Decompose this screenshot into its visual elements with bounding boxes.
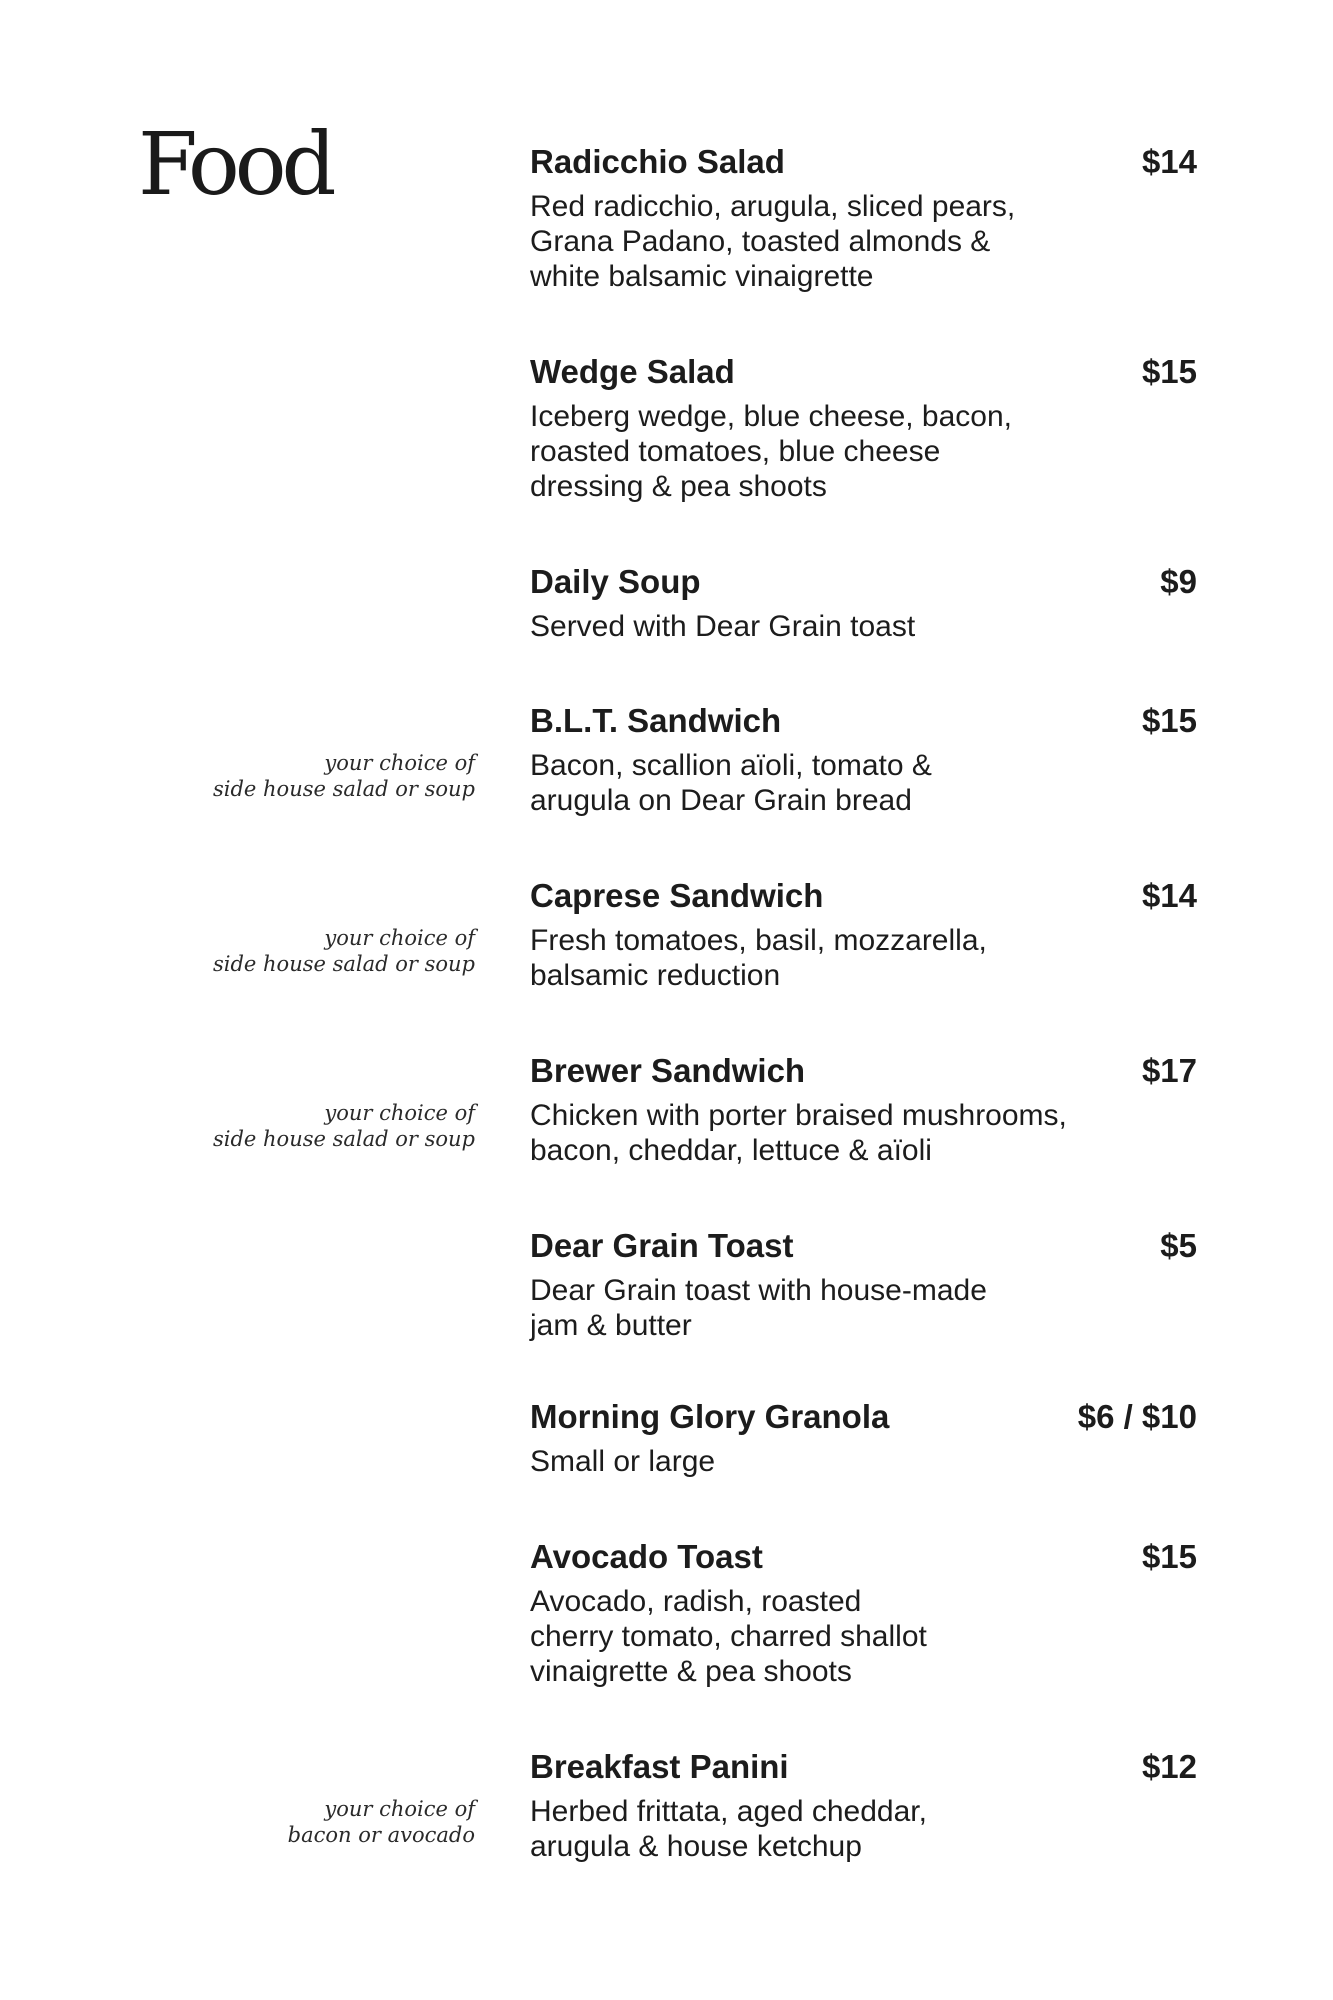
item-name: Caprese Sandwich	[530, 877, 824, 914]
side-note-line: side house salad or soup	[212, 777, 475, 801]
item-price: $6 / $10	[1077, 1398, 1197, 1435]
item-name: B.L.T. Sandwich	[530, 702, 782, 739]
side-note-line: side house salad or soup	[212, 1127, 475, 1151]
menu-title: Food	[138, 115, 332, 215]
item-description-line: arugula & house ketchup	[530, 1830, 862, 1863]
side-note	[213, 925, 475, 977]
item-description	[530, 609, 1110, 644]
item-description-line: Iceberg wedge, blue cheese, bacon,	[530, 400, 1013, 433]
item-name: Morning Glory Granola	[530, 1398, 890, 1435]
item-description	[530, 1444, 1110, 1479]
item-price: $12	[1141, 1748, 1197, 1785]
item-description	[530, 748, 1110, 818]
item-description-line: jam & butter	[530, 1309, 692, 1342]
side-note-line: bacon or avocado	[287, 1823, 475, 1847]
item-name: Brewer Sandwich	[530, 1052, 806, 1089]
item-description-line: dressing & pea shoots	[530, 470, 827, 503]
item-description-line: cherry tomato, charred shallot	[530, 1620, 927, 1653]
item-name: Dear Grain Toast	[530, 1227, 794, 1264]
item-name: Wedge Salad	[530, 353, 735, 390]
item-description-line: Dear Grain toast with house-made	[530, 1274, 987, 1307]
item-description-line: Served with Dear Grain toast	[530, 610, 916, 643]
item-description-line: bacon, cheddar, lettuce & aïoli	[530, 1134, 932, 1167]
side-note-line: your choice of	[324, 926, 475, 950]
item-price: $5	[1160, 1227, 1197, 1264]
side-note-line: your choice of	[324, 1101, 475, 1125]
item-description-line: Herbed frittata, aged cheddar,	[530, 1795, 927, 1828]
item-description-line: Fresh tomatoes, basil, mozzarella,	[530, 924, 987, 957]
item-name: Breakfast Panini	[530, 1748, 789, 1785]
item-description-line: white balsamic vinaigrette	[530, 260, 874, 293]
item-description-line: Avocado, radish, roasted	[530, 1585, 862, 1618]
item-name: Radicchio Salad	[530, 143, 785, 180]
item-price: $14	[1141, 877, 1197, 914]
item-name: Daily Soup	[530, 563, 701, 600]
item-price: $15	[1141, 1538, 1197, 1575]
item-description	[530, 189, 1110, 294]
item-description-line: vinaigrette & pea shoots	[530, 1655, 852, 1688]
item-price: $9	[1160, 563, 1197, 600]
item-price: $14	[1141, 143, 1197, 180]
item-description-line: balsamic reduction	[530, 959, 781, 992]
item-description-line: Small or large	[530, 1445, 716, 1478]
item-price: $15	[1141, 702, 1197, 739]
side-note	[213, 1100, 475, 1152]
item-description-line: Grana Padano, toasted almonds &	[530, 225, 991, 258]
item-price: $15	[1141, 353, 1197, 390]
side-note	[288, 1796, 475, 1848]
item-description	[530, 1584, 1110, 1689]
item-description	[530, 399, 1110, 504]
item-description-line: roasted tomatoes, blue cheese	[530, 435, 941, 468]
item-description-line: Red radicchio, arugula, sliced pears,	[530, 190, 1016, 223]
side-note-line: side house salad or soup	[212, 952, 475, 976]
side-note-line: your choice of	[324, 1797, 475, 1821]
item-description-line: Chicken with porter braised mushrooms,	[530, 1099, 1067, 1132]
item-description	[530, 1273, 1110, 1343]
item-name: Avocado Toast	[530, 1538, 763, 1575]
item-price: $17	[1141, 1052, 1197, 1089]
item-description	[530, 1794, 1110, 1864]
item-description-line: Bacon, scallion aïoli, tomato &	[530, 749, 932, 782]
item-description	[530, 923, 1110, 993]
side-note	[213, 750, 475, 802]
side-note-line: your choice of	[324, 751, 475, 775]
item-description	[530, 1098, 1110, 1168]
item-description-line: arugula on Dear Grain bread	[530, 784, 912, 817]
